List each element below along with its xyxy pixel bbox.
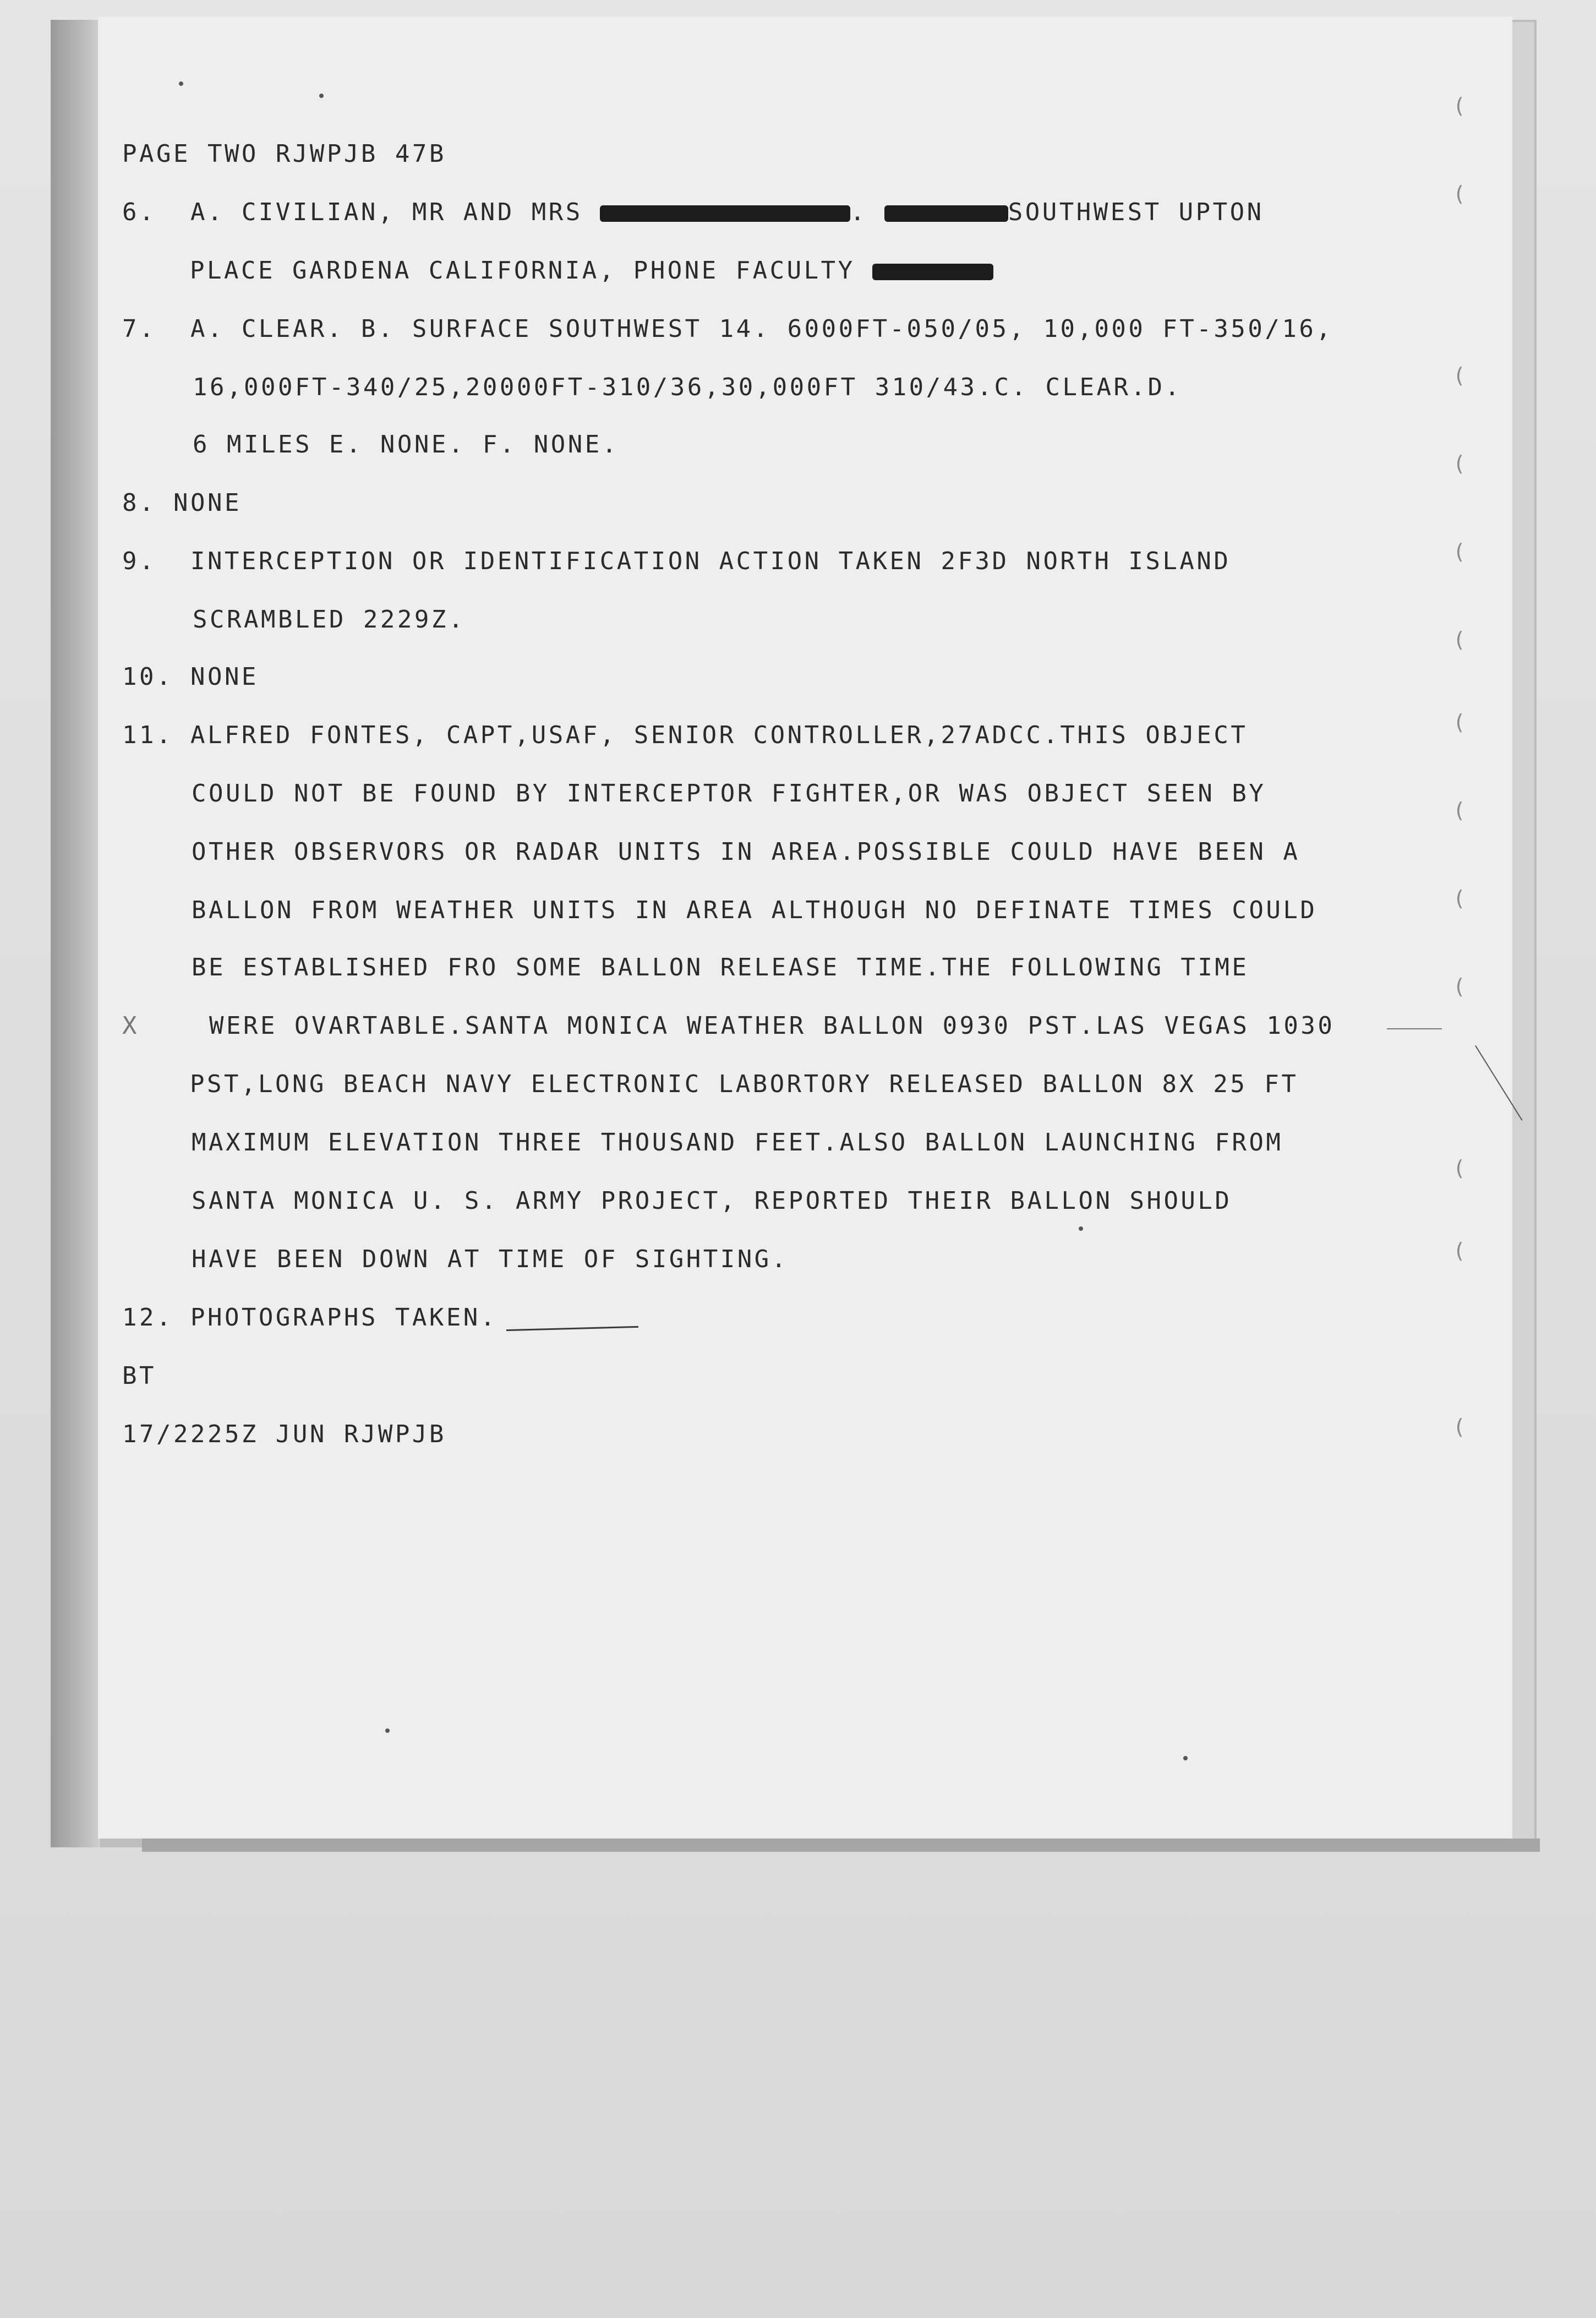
margin-tick: ( xyxy=(1453,539,1466,564)
handwritten-stroke xyxy=(1387,1028,1442,1029)
item-11-line-8: MAXIMUM ELEVATION THREE THOUSAND FEET.ALSO BALLON LAUNCHING FROM xyxy=(192,1128,1283,1157)
item-11-line-7: PST,LONG BEACH NAVY ELECTRONIC LABORTORY RELEASED BALLON 8X 25 FT xyxy=(190,1070,1299,1098)
margin-tick: ( xyxy=(1453,182,1466,206)
closing-line: 17/2225Z JUN RJWPJB xyxy=(122,1420,446,1448)
margin-x-mark: X xyxy=(122,1012,139,1040)
margin-tick: ( xyxy=(1453,94,1466,118)
item-10-line: 10. NONE xyxy=(122,663,259,691)
scan-speck xyxy=(1079,1226,1083,1231)
item-8-line: 8. NONE xyxy=(122,489,242,517)
margin-tick: ( xyxy=(1453,974,1466,999)
item-11-line-5: BE ESTABLISHED FRO SOME BALLON RELEASE TIME.THE FOLLOWING TIME xyxy=(192,953,1249,981)
item-12-line: 12. PHOTOGRAPHS TAKEN. xyxy=(122,1303,498,1332)
scan-speck xyxy=(319,94,324,98)
item-11-line-3: OTHER OBSERVORS OR RADAR UNITS IN AREA.POSSIBLE COULD HAVE BEEN A xyxy=(192,838,1300,866)
item-11-line-1: 11. ALFRED FONTES, CAPT,USAF, SENIOR CONTROLLER,27ADCC.THIS OBJECT xyxy=(122,721,1248,749)
margin-tick: ( xyxy=(1453,451,1466,476)
redaction-bar xyxy=(872,264,993,280)
item-7-line-1: 7. A. CLEAR. B. SURFACE SOUTHWEST 14. 6000FT-050/05, 10,000 FT-350/16, xyxy=(122,315,1333,343)
margin-tick: ( xyxy=(1453,798,1466,822)
item-11-line-4: BALLON FROM WEATHER UNITS IN AREA ALTHOUGH NO DEFINATE TIMES COULD xyxy=(192,896,1318,924)
item-9-line-2: SCRAMBLED 2229Z. xyxy=(193,606,466,634)
item-11-line-6: WERE OVARTABLE.SANTA MONICA WEATHER BALLON 0930 PST.LAS VEGAS 1030 xyxy=(209,1012,1335,1040)
margin-tick: ( xyxy=(1453,1415,1466,1439)
break-line: BT xyxy=(122,1362,156,1390)
item-7-line-2: 16,000FT-340/25,20000FT-310/36,30,000FT 310/43.C. CLEAR.D. xyxy=(193,373,1182,401)
item-11-line-9: SANTA MONICA U. S. ARMY PROJECT, REPORTED THEIR BALLON SHOULD xyxy=(192,1187,1232,1215)
margin-tick: ( xyxy=(1453,1239,1466,1263)
redaction-bar xyxy=(600,205,850,222)
item-6-street: SOUTHWEST UPTON xyxy=(1008,198,1264,226)
margin-tick: ( xyxy=(1453,628,1466,652)
item-9-line-1: 9. INTERCEPTION OR IDENTIFICATION ACTION TAKEN 2F3D NORTH ISLAND xyxy=(122,547,1231,575)
header-line: PAGE TWO RJWPJB 47B xyxy=(122,140,446,168)
redaction-bar xyxy=(884,205,1008,222)
margin-tick: ( xyxy=(1453,886,1466,910)
scan-speck xyxy=(385,1728,390,1733)
item-6-lead: 6. A. CIVILIAN, MR AND MRS xyxy=(122,198,583,226)
item-6-line-2 xyxy=(190,254,993,287)
item-6-separator: . xyxy=(850,198,867,226)
margin-tick: ( xyxy=(1453,710,1466,734)
item-7-line-3: 6 MILES E. NONE. F. NONE. xyxy=(193,430,619,459)
item-11-line-10: HAVE BEEN DOWN AT TIME OF SIGHTING. xyxy=(192,1245,789,1273)
item-11-line-2: COULD NOT BE FOUND BY INTERCEPTOR FIGHTER,OR WAS OBJECT SEEN BY xyxy=(192,779,1266,808)
scan-speck xyxy=(1183,1756,1188,1760)
margin-tick: ( xyxy=(1453,363,1466,388)
margin-tick: ( xyxy=(1453,1156,1466,1180)
item-6-location: PLACE GARDENA CALIFORNIA, PHONE FACULTY xyxy=(190,257,855,285)
item-6-line-1 xyxy=(122,196,1264,229)
scan-speck xyxy=(179,81,183,86)
